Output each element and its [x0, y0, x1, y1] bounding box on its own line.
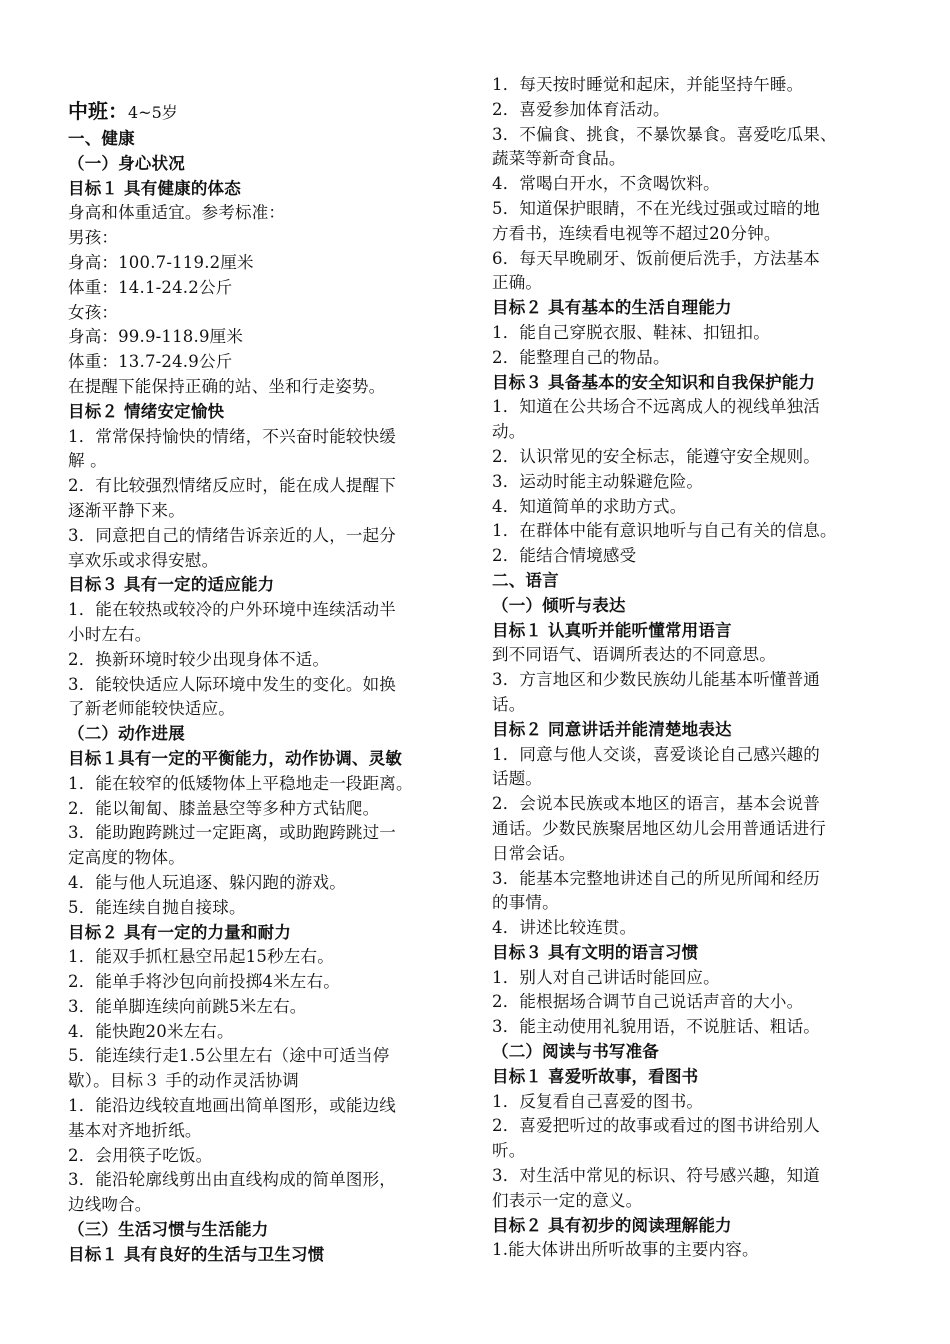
- text-line: 话题。: [492, 769, 543, 789]
- text-line: 听。: [492, 1141, 526, 1161]
- text-line: 2．能以匍匐、膝盖悬空等多种方式钻爬。: [68, 798, 380, 818]
- text-line: 体重：13.7-24.9公斤: [68, 352, 233, 372]
- text-line: 3．能单脚连续向前跳5米左右。: [68, 996, 307, 1016]
- text-line: 1．常常保持愉快的情绪，不兴奋时能较快缓: [68, 426, 396, 446]
- text-line: 3．能主动使用礼貌用语，不说脏话、粗话。: [492, 1017, 820, 1037]
- section-heading: 目标１ 具有良好的生活与卫生习惯: [68, 1244, 325, 1264]
- text-line: 1．同意与他人交谈，喜爱谈论自己感兴趣的: [492, 744, 820, 764]
- text-line: 到不同语气、语调所表达的不同意思。: [492, 645, 776, 665]
- right-column: [492, 73, 892, 1263]
- text-line: 2．换新环境时较少出现身体不适。: [68, 649, 330, 669]
- section-heading: （二）动作进展: [68, 724, 185, 744]
- text-line: 边线吻合。: [68, 1195, 152, 1215]
- text-line: 4．能与他人玩追逐、躲闪跑的游戏。: [68, 872, 346, 892]
- text-line: 了新老师能较快适应。: [68, 699, 235, 719]
- text-line: 4．知道简单的求助方式。: [492, 496, 687, 516]
- text-line: 1．知道在公共场合不远离成人的视线单独活: [492, 397, 820, 417]
- section-heading: （三）生活习惯与生活能力: [68, 1220, 269, 1240]
- text-line: 3．运动时能主动躲避危险。: [492, 471, 704, 491]
- text-line: 逐渐平静下来。: [68, 500, 185, 520]
- text-line: 体重：14.1-24.2公斤: [68, 277, 233, 297]
- text-line: 1．能在较热或较冷的户外环境中连续活动半: [68, 600, 396, 620]
- text-line: 定高度的物体。: [68, 848, 185, 868]
- text-line: 3．能沿轮廓线剪出由直线构成的简单图形，: [68, 1170, 396, 1190]
- section-heading: 二、语言: [492, 570, 559, 590]
- text-line: 1．每天按时睡觉和起床，并能坚持午睡。: [492, 75, 804, 94]
- section-heading: 一、健康: [68, 129, 135, 148]
- text-line: 4．能快跑20米左右。: [68, 1021, 234, 1041]
- text-line: 2．有比较强烈情绪反应时，能在成人提醒下: [68, 476, 396, 496]
- section-heading: 目标１ 具有健康的体态: [68, 178, 241, 198]
- text-line: 1．能在较窄的低矮物体上平稳地走一段距离。: [68, 773, 413, 793]
- section-heading: 目标２ 具有基本的生活自理能力: [492, 298, 732, 318]
- text-line: 2．能整理自己的物品。: [492, 347, 670, 367]
- section-heading: （一）倾听与表达: [492, 595, 626, 615]
- text-line: 正确。: [492, 273, 543, 293]
- text-line: 蔬菜等新奇食品。: [492, 149, 626, 169]
- text-line: 日常会话。: [492, 843, 576, 863]
- text-line: 的事情。: [492, 893, 559, 913]
- text-line: 1．能沿边线较直地画出简单图形，或能边线: [68, 1096, 396, 1116]
- text-line: 3．不偏食、挑食，不暴饮暴食。喜爱吃瓜果、: [492, 124, 837, 144]
- text-line: 3．能助跑跨跳过一定距离，或助跑跨跳过一: [68, 823, 396, 843]
- text-line: 1．别人对自己讲话时能回应。: [492, 967, 720, 987]
- text-line: 2．喜爱参加体育活动。: [492, 99, 670, 119]
- section-heading: 目标２ 同意讲话并能清楚地表达: [492, 719, 732, 739]
- text-line: 话。: [492, 694, 526, 714]
- section-heading: 目标３ 具有文明的语言习惯: [492, 942, 699, 962]
- section-heading: （一）身心状况: [68, 153, 185, 173]
- section-heading: 目标３ 具备基本的安全知识和自我保护能力: [492, 372, 816, 392]
- text-line: 5．能连续自抛自接球。: [68, 897, 246, 917]
- text-line: 身高：100.7-119.2厘米: [68, 252, 254, 272]
- section-heading: 目标２ 具有一定的力量和耐力: [68, 922, 292, 942]
- text-line: 4．常喝白开水，不贪喝饮料。: [492, 174, 720, 194]
- section-heading: （二）阅读与书写准备: [492, 1042, 659, 1062]
- title-age: 4~5岁: [128, 103, 178, 122]
- text-line: 2．喜爱把听过的故事或看过的图书讲给别人: [492, 1116, 820, 1136]
- text-line: 女孩：: [68, 302, 119, 322]
- title-level: 中班：: [68, 99, 128, 123]
- text-line: 方看书，连续看电视等不超过20分钟。: [492, 223, 781, 243]
- section-heading: 目标２ 具有初步的阅读理解能力: [492, 1215, 732, 1235]
- section-heading: 目标３ 具有一定的适应能力: [68, 575, 275, 595]
- text-line: 2．认识常见的安全标志，能遵守安全规则。: [492, 446, 820, 466]
- text-line: 身高和体重适宜。参考标准：: [68, 203, 286, 223]
- text-line: 3．能较快适应人际环境中发生的变化。如换: [68, 674, 396, 694]
- section-heading: 目标２ 情绪安定愉快: [68, 401, 225, 421]
- text-line: 6．每天早晚刷牙、饭前便后洗手，方法基本: [492, 248, 820, 268]
- text-line: 2．能单手将沙包向前投掷4米左右。: [68, 972, 340, 992]
- page-title: [68, 97, 468, 127]
- text-line: 3．对生活中常见的标识、符号感兴趣，知道: [492, 1166, 820, 1186]
- text-line: 2．能结合情境感受: [492, 546, 637, 566]
- text-line: 解 。: [68, 451, 107, 471]
- text-line: 2．能根据场合调节自己说话声音的大小。: [492, 992, 804, 1012]
- text-line: 5．能连续行走1.5公里左右（途中可适当停: [68, 1046, 390, 1066]
- text-line: 基本对齐地折纸。: [68, 1120, 202, 1140]
- text-line: 们表示一定的意义。: [492, 1190, 643, 1210]
- text-line: 1．能双手抓杠悬空吊起15秒左右。: [68, 947, 334, 967]
- text-line: 3．同意把自己的情绪告诉亲近的人，一起分: [68, 525, 396, 545]
- text-line: 小时左右。: [68, 624, 152, 644]
- text-line: 歇）。目标３ 手的动作灵活协调: [68, 1071, 299, 1091]
- text-line: 3．方言地区和少数民族幼儿能基本听懂普通: [492, 670, 820, 690]
- text-line: 4．讲述比较连贯。: [492, 918, 637, 938]
- text-line: 通话。少数民族聚居地区幼儿会用普通话进行: [492, 818, 826, 838]
- text-line: 3．能基本完整地讲述自己的所见所闻和经历: [492, 868, 820, 888]
- text-line: 在提醒下能保持正确的站、坐和行走姿势。: [68, 376, 386, 396]
- section-heading: 目标１具有一定的平衡能力，动作协调、灵敏: [68, 748, 402, 768]
- text-line: 1．在群体中能有意识地听与自己有关的信息。: [492, 521, 837, 541]
- text-line: 2．会说本民族或本地区的语言，基本会说普: [492, 794, 820, 814]
- text-line: 2．会用筷子吃饭。: [68, 1145, 213, 1165]
- text-line: 男孩：: [68, 228, 119, 248]
- text-line: 1．能自己穿脱衣服、鞋袜、扣钮扣。: [492, 322, 770, 342]
- text-line: 5．知道保护眼睛，不在光线过强或过暗的地: [492, 198, 820, 218]
- text-line: 1．反复看自己喜爱的图书。: [492, 1091, 704, 1111]
- section-heading: 目标１ 喜爱听故事，看图书: [492, 1066, 699, 1086]
- text-line: 享欢乐或求得安慰。: [68, 550, 219, 570]
- text-line: 身高：99.9-118.9厘米: [68, 327, 244, 347]
- section-heading: 目标１ 认真听并能听懂常用语言: [492, 620, 732, 640]
- text-line: 1.能大体讲出所听故事的主要内容。: [492, 1240, 759, 1260]
- left-column: [68, 97, 468, 1268]
- text-line: 动。: [492, 422, 526, 442]
